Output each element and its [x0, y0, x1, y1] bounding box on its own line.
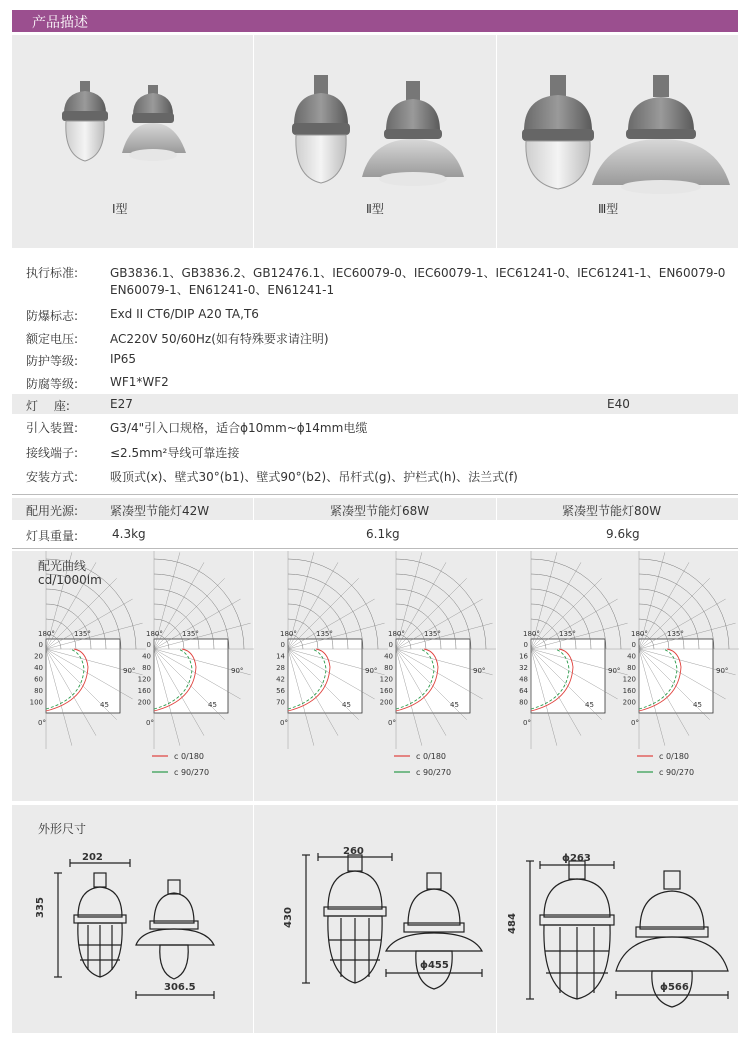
polar-angle-135: 135°: [182, 630, 199, 638]
polar-scale-label: 200: [379, 698, 393, 707]
anticorr-value: WF1*WF2: [110, 375, 169, 389]
polar-angle-0: 0°: [388, 719, 396, 727]
polar-scale-label: 42: [276, 675, 285, 684]
polar-scale-label: 120: [622, 675, 636, 684]
anticorr-label: 防腐等级:: [26, 377, 79, 391]
voltage-label: 额定电压:: [26, 332, 79, 346]
polar-scale-label: 120: [137, 675, 151, 684]
legend-c90-label: c 90/270: [416, 768, 452, 777]
dimension-drawings: [12, 805, 738, 1033]
lamp-type2-a: [292, 75, 350, 183]
dim-width-1: 202: [82, 852, 103, 863]
polar-scale-label: 40: [384, 652, 393, 661]
polar-scale-label: 100: [29, 698, 43, 707]
lamp-type1-a: [62, 81, 108, 161]
polar-radial: [396, 578, 467, 649]
polar-diagram-0-a: [30, 551, 146, 749]
exmark-value: Exd II CT6/DIP A20 TA,T6: [110, 307, 259, 321]
polar-angle-90: 90°: [716, 667, 729, 675]
lamp-type2-b: [362, 81, 464, 186]
legend-c90-label: c 90/270: [174, 768, 210, 777]
photometry-title: 配光曲线: [38, 559, 87, 573]
polar-diagram-2-b: [623, 551, 739, 749]
polar-angle-90: 90°: [473, 667, 486, 675]
polar-scale-label: 160: [137, 687, 151, 695]
polar-scale-label: 0: [38, 641, 43, 649]
mount-label: 安装方式:: [26, 470, 79, 484]
polar-radial: [46, 578, 117, 649]
polar-diagrams: [0, 551, 750, 801]
polar-scale-label: 32: [519, 664, 528, 672]
dim-reflector-1: 306.5: [164, 982, 196, 993]
polar-scale-label: 200: [622, 698, 636, 707]
socket-label: 灯 座:: [26, 399, 70, 413]
standard-value-2: EN60079-1、EN61241-0、EN61241-1: [110, 283, 335, 297]
polar-scale-label: 80: [627, 664, 636, 672]
polar-angle-45: 45: [450, 701, 459, 709]
dim-drawing-type2-a: [302, 853, 392, 983]
polar-diagram-0-b: [138, 551, 254, 749]
voltage-value: AC220V 50/60Hz(如有特殊要求请注明): [110, 332, 329, 346]
lamp-type3-b: [592, 75, 730, 194]
entry-value: G3/4"引入口规格，适合ϕ10mm~ϕ14mm电缆: [110, 421, 368, 435]
standard-value-1: GB3836.1、GB3836.2、GB12476.1、IEC60079-0、IEC60079-1、IEC61241-0、IEC61241-1、EN60079-0: [110, 266, 726, 280]
caption-type1: Ⅰ型: [112, 202, 128, 216]
dim-drawing-type1-a: [54, 859, 130, 977]
polar-scale-label: 0: [631, 641, 636, 649]
caption-type2: Ⅱ型: [366, 202, 384, 216]
polar-scale-label: 200: [137, 698, 151, 707]
polar-radial: [639, 578, 710, 649]
caption-type3: Ⅲ型: [598, 202, 619, 216]
polar-scale-label: 80: [142, 664, 151, 672]
polar-radial: [531, 578, 602, 649]
polar-scale-label: 16: [519, 652, 528, 661]
polar-diagram-1-a: [276, 551, 388, 749]
polar-angle-0: 0°: [38, 719, 46, 727]
mount-value: 吸顶式(x)、壁式30°(b1)、壁式90°(b2)、吊杆式(g)、护栏式(h)、法兰式(f): [110, 470, 518, 484]
polar-scale-label: 80: [34, 687, 43, 695]
polar-angle-180: 180°: [280, 630, 297, 638]
ip-label: 防护等级:: [26, 354, 79, 368]
polar-scale-label: 56: [276, 687, 285, 695]
polar-angle-45: 45: [342, 701, 351, 709]
polar-angle-90: 90°: [608, 667, 621, 675]
entry-label: 引入装置:: [26, 421, 79, 435]
polar-scale-label: 80: [384, 664, 393, 672]
dim-height-1: 335: [34, 897, 46, 918]
polar-angle-45: 45: [100, 701, 109, 709]
dim-reflector-3: ϕ566: [660, 982, 689, 993]
polar-angle-180: 180°: [146, 630, 163, 638]
polar-scale-label: 0: [280, 641, 285, 649]
terminal-value: ≤2.5mm²导线可靠连接: [110, 446, 240, 460]
lamp-type3-a: [522, 75, 594, 189]
polar-scale-label: 0: [146, 641, 151, 649]
polar-scale-label: 64: [519, 687, 528, 695]
polar-scale-label: 80: [519, 698, 528, 707]
light-source-2: 紧凑型节能灯68W: [330, 504, 430, 518]
section-title: 产品描述: [32, 15, 88, 31]
dim-drawing-type3-a: [526, 861, 614, 999]
exmark-label: 防爆标志:: [26, 309, 79, 323]
dim-width-2: 260: [343, 846, 364, 857]
weight-1: 4.3kg: [112, 527, 146, 541]
dim-width-3: ϕ263: [562, 853, 591, 864]
polar-scale-label: 14: [276, 652, 285, 661]
weight-2: 6.1kg: [366, 527, 400, 541]
dimensions-title: 外形尺寸: [38, 822, 87, 836]
polar-angle-135: 135°: [316, 630, 333, 638]
legend-c0-label: c 0/180: [174, 752, 204, 761]
polar-diagram-2-a: [519, 551, 631, 749]
standard-label: 执行标准:: [26, 266, 79, 280]
polar-angle-45: 45: [585, 701, 594, 709]
polar-angle-0: 0°: [523, 719, 531, 727]
polar-angle-0: 0°: [280, 719, 288, 727]
legend-c0-label: c 0/180: [416, 752, 446, 761]
polar-scale-label: 48: [519, 675, 528, 684]
polar-angle-135: 135°: [424, 630, 441, 638]
polar-angle-45: 45: [208, 701, 217, 709]
polar-angle-180: 180°: [523, 630, 540, 638]
socket-value-2: E40: [607, 397, 630, 411]
polar-scale-label: 0: [388, 641, 393, 649]
lamp-type1-b: [122, 85, 186, 161]
weight-label: 灯具重量:: [26, 529, 79, 543]
polar-radial: [154, 578, 225, 649]
dim-height-2: 430: [282, 907, 294, 928]
polar-angle-0: 0°: [631, 719, 639, 727]
dim-height-3: 484: [506, 913, 518, 934]
dim-drawing-type2-b: [386, 873, 482, 989]
polar-scale-label: 160: [622, 687, 636, 695]
polar-scale-label: 40: [627, 652, 636, 661]
polar-scale-label: 40: [34, 664, 43, 672]
polar-angle-90: 90°: [365, 667, 378, 675]
polar-angle-180: 180°: [38, 630, 55, 638]
polar-angle-135: 135°: [667, 630, 684, 638]
polar-angle-90: 90°: [123, 667, 136, 675]
polar-angle-0: 0°: [146, 719, 154, 727]
polar-diagram-1-b: [380, 551, 496, 749]
polar-scale-label: 60: [34, 675, 43, 684]
ip-value: IP65: [110, 352, 137, 366]
polar-scale-label: 70: [276, 698, 285, 707]
legend-c90-label: c 90/270: [659, 768, 695, 777]
light-source-1: 紧凑型节能灯42W: [110, 504, 210, 518]
photometry-unit: cd/1000lm: [38, 573, 102, 587]
terminal-label: 接线端子:: [26, 446, 79, 460]
polar-angle-45: 45: [693, 701, 702, 709]
socket-value-1: E27: [110, 397, 133, 411]
polar-angle-180: 180°: [388, 630, 405, 638]
light-source-label: 配用光源:: [26, 504, 79, 518]
polar-scale-label: 28: [276, 664, 285, 672]
light-source-3: 紧凑型节能灯80W: [562, 504, 662, 518]
polar-angle-180: 180°: [631, 630, 648, 638]
legend-c0-label: c 0/180: [659, 752, 689, 761]
polar-angle-135: 135°: [74, 630, 91, 638]
polar-angle-90: 90°: [231, 667, 244, 675]
polar-scale-label: 20: [34, 652, 43, 661]
polar-radial: [288, 578, 359, 649]
polar-scale-label: 120: [379, 675, 393, 684]
section-header: [12, 10, 738, 32]
polar-scale-label: 40: [142, 652, 151, 661]
weight-3: 9.6kg: [606, 527, 640, 541]
polar-scale-label: 160: [379, 687, 393, 695]
polar-angle-135: 135°: [559, 630, 576, 638]
dim-reflector-2: ϕ455: [420, 960, 449, 971]
polar-scale-label: 0: [523, 641, 528, 649]
